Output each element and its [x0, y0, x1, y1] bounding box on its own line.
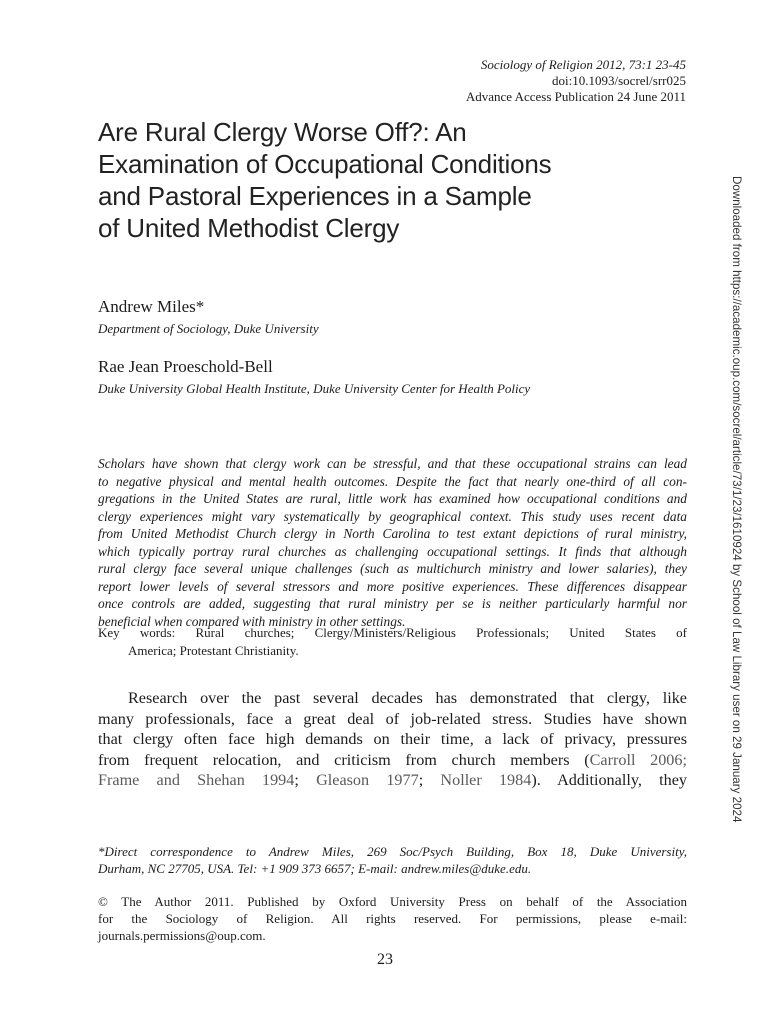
keywords: [98, 624, 687, 660]
abstract: [98, 455, 687, 630]
doi-line[interactable]: doi:10.1093/socrel/srr025: [552, 73, 686, 88]
author-name: Andrew Miles*: [98, 297, 205, 316]
author-name: Rae Jean Proeschold-Bell: [98, 357, 273, 376]
page-number: 23: [377, 951, 393, 968]
abstract-line: gregations in the United States are rural, little work has examined how occupational conditions and: [98, 491, 687, 506]
abstract-line: rural clergy face several unique challenges (such as multichurch ministry and lower salaries), they: [98, 561, 687, 576]
body-text-span: ). Additionally, they: [531, 771, 687, 789]
footnote-line: *Direct correspondence to Andrew Miles, 269 Soc/Psych Building, Box 18, Duke University,: [98, 844, 687, 859]
body-line: [98, 750, 687, 771]
citation-link[interactable]: Noller 1984: [440, 771, 532, 789]
body-line: that clergy often face high demands on their time, a lack of privacy, pressures: [98, 730, 687, 748]
author-affiliation: Duke University Global Health Institute, Duke University Center for Health Policy: [98, 381, 531, 396]
keywords-line: Key words: Rural churches; Clergy/Ministers/Religious Professionals; United States of: [98, 625, 687, 640]
copyright-line: for the Sociology of Religion. All rights reserved. For permissions, please e-mail:: [98, 911, 687, 926]
citation-separator: ;: [294, 771, 317, 789]
copyright-line: journals.permissions@oup.com.: [98, 928, 266, 943]
title-line: Examination of Occupational Conditions: [98, 149, 552, 179]
citation-separator: ;: [418, 771, 441, 789]
title-line: of United Methodist Clergy: [98, 213, 400, 243]
citation-link[interactable]: Frame and Shehan 1994: [98, 771, 295, 789]
download-notice: Downloaded from https://academic.oup.com/socrel/article/73/1/23/1610924 by School of Law Library user on 29 January 2024: [730, 176, 743, 823]
body-line: many professionals, face a great deal of job-related stress. Studies have shown: [98, 709, 687, 728]
copyright-line: © The Author 2011. Published by Oxford University Press on behalf of the Association: [98, 894, 687, 909]
citation-link[interactable]: Carroll 2006;: [589, 750, 687, 769]
keywords-line: America; Protestant Christianity.: [128, 643, 299, 658]
abstract-line: clergy experiences might vary systematically by geographical context. This study uses recent data: [98, 508, 687, 524]
publication-date: Advance Access Publication 24 June 2011: [465, 89, 686, 104]
abstract-line: Scholars have shown that clergy work can be stressful, and that these occupational strains can lead: [98, 456, 687, 471]
citation-link[interactable]: Gleason 1977: [316, 771, 419, 789]
footnote-line: Durham, NC 27705, USA. Tel: +1 909 373 6657; E-mail: andrew.miles@duke.edu.: [98, 861, 532, 876]
title-line: Are Rural Clergy Worse Off?: An: [98, 117, 467, 147]
body-text-span: from frequent relocation, and criticism from church members (: [98, 750, 590, 769]
author-affiliation: Department of Sociology, Duke University: [98, 321, 319, 336]
abstract-line: once controls are added, suggesting that rural ministry per se is neither particularly harmful nor: [98, 596, 687, 611]
body-text: [98, 688, 687, 791]
download-watermark: [726, 176, 746, 846]
correspondence-footnote: [98, 843, 687, 877]
abstract-line: from United Methodist Church clergy in North Carolina to test extant depictions of rural ministry,: [98, 526, 687, 541]
body-line: [98, 770, 687, 791]
journal-citation: Sociology of Religion 2012, 73:1 23-45: [480, 57, 686, 72]
body-line: Research over the past several decades has demonstrated that clergy, like: [128, 689, 687, 707]
copyright-notice: [98, 893, 687, 944]
journal-header: [466, 57, 686, 105]
abstract-line: which typically portray rural churches as challenging occupational settings. It finds that although: [98, 543, 687, 559]
abstract-line: to negative physical and mental health outcomes. Despite the fact that nearly one-third of all con-: [98, 473, 687, 489]
title-line: and Pastoral Experiences in a Sample: [98, 181, 532, 211]
abstract-line: beneficial when compared with ministry in other settings.: [98, 613, 406, 629]
article-title: [98, 116, 658, 244]
abstract-line: report lower levels of several stressors and more positive experiences. These differences disappear: [98, 578, 687, 594]
